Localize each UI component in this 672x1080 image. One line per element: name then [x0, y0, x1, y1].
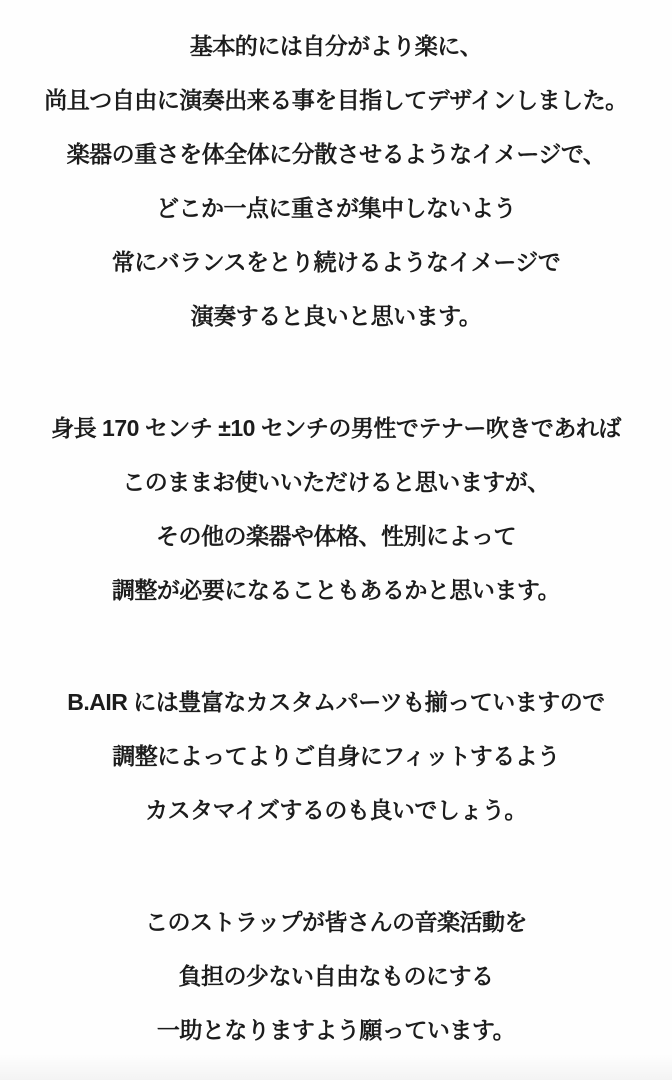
text-line: カスタマイズするのも良いでしょう。 [145, 796, 527, 823]
paragraph-closing-wish [0, 893, 672, 1055]
text-line: 身長 170 センチ ±10 センチの男性でテナー吹きであれば [51, 414, 621, 441]
text-line: その他の楽器や体格、性別によって [156, 522, 516, 549]
text-line: このストラップが皆さんの音楽活動を [144, 908, 528, 935]
paragraph-custom-parts [0, 673, 672, 835]
text-line: どこか一点に重さが集中しないよう [156, 194, 516, 221]
text-line: 負担の少ない自由なものにする [178, 962, 494, 989]
text-line: 一助となりますよう願っています。 [156, 1016, 516, 1043]
text-line: 調整によってよりご自身にフィットするよう [112, 742, 560, 769]
text-line: B.AIR には豊富なカスタムパーツも揃っていますので [67, 688, 605, 715]
bottom-edge-shade [0, 1054, 672, 1080]
paragraph-design-concept [0, 17, 672, 341]
text-line: 楽器の重さを体全体に分散させるようなイメージで、 [66, 140, 606, 167]
text-line: 尚且つ自由に演奏出来る事を目指してデザインしました。 [44, 86, 628, 113]
paragraph-fit-guidance [0, 399, 672, 615]
text-line: このままお使いいただけると思いますが、 [122, 468, 550, 495]
text-line: 常にバランスをとり続けるようなイメージで [111, 248, 561, 275]
text-line: 演奏すると良いと思います。 [190, 302, 482, 329]
text-line: 基本的には自分がより楽に、 [189, 32, 483, 59]
text-line: 調整が必要になることもあるかと思います。 [111, 576, 561, 603]
